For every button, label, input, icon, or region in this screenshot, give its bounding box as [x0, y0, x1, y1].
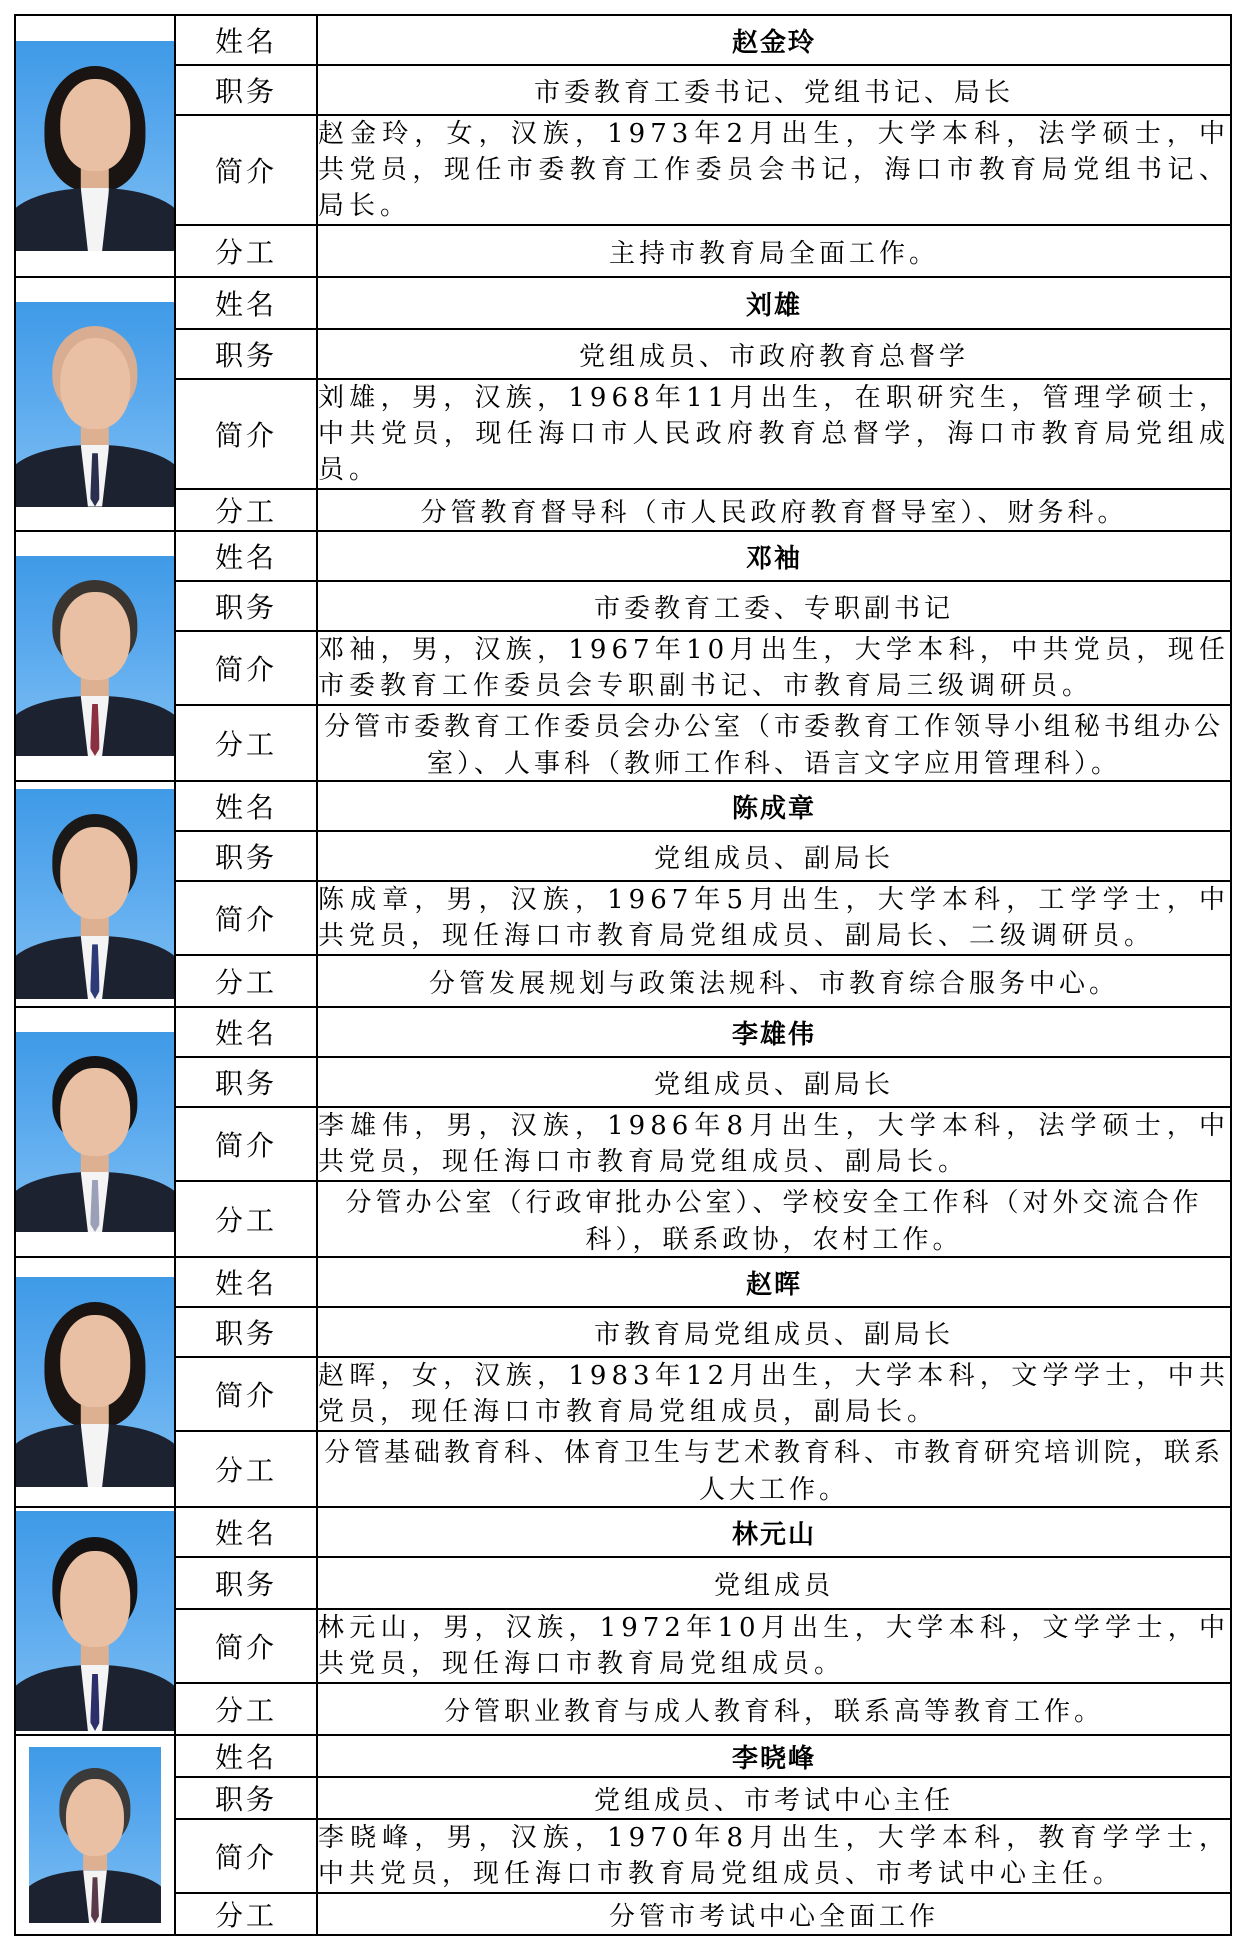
field-value-bio: 赵金玲，女，汉族，1973年2月出生，大学本科，法学硕士，中共党员，现任市委教育工作委员会书记，海口市教育局党组书记、局长。 [317, 115, 1231, 225]
field-label-name: 姓名 [175, 1735, 317, 1777]
official-row-position [15, 65, 1231, 115]
field-value-bio: 陈成章，男，汉族，1967年5月出生，大学本科，工学学士，中共党员，现任海口市教育局党组成员、副局长、二级调研员。 [317, 881, 1231, 955]
photo-cell [15, 1735, 175, 1935]
field-label-name: 姓名 [175, 15, 317, 65]
field-label-name: 姓名 [175, 1007, 317, 1057]
field-label-name: 姓名 [175, 781, 317, 831]
photo-cell [15, 531, 175, 781]
field-value-bio: 刘雄，男，汉族，1968年11月出生，在职研究生，管理学硕士，中共党员，现任海口市人民政府教育总督学，海口市教育局党组成员。 [317, 379, 1231, 489]
official-row-duties [15, 225, 1231, 277]
field-label-duties: 分工 [175, 1683, 317, 1735]
official-row-duties [15, 955, 1231, 1007]
field-label-duties: 分工 [175, 225, 317, 277]
field-label-name: 姓名 [175, 277, 317, 329]
field-label-position: 职务 [175, 1057, 317, 1107]
field-value-position: 市教育局党组成员、副局长 [317, 1307, 1231, 1357]
field-value-bio: 赵晖，女，汉族，1983年12月出生，大学本科，文学学士，中共党员，现任海口市教育局党组成员，副局长。 [317, 1357, 1231, 1431]
field-label-bio: 简介 [175, 881, 317, 955]
photo-cell [15, 1257, 175, 1507]
official-row-position [15, 1057, 1231, 1107]
field-value-duties: 分管职业教育与成人教育科，联系高等教育工作。 [317, 1683, 1231, 1735]
photo-cell [15, 1007, 175, 1257]
official-row-duties [15, 1431, 1231, 1507]
official-row-duties [15, 705, 1231, 781]
portrait-face [60, 1551, 130, 1648]
field-label-position: 职务 [175, 65, 317, 115]
field-value-position: 市委教育工委书记、党组书记、局长 [317, 65, 1231, 115]
portrait-photo [16, 1032, 174, 1232]
portrait-face [60, 592, 130, 680]
official-row-bio [15, 1609, 1231, 1683]
portrait-face [60, 827, 130, 919]
field-value-name: 赵金玲 [317, 15, 1231, 65]
field-value-duties: 分管市委教育工作委员会办公室（市委教育工作领导小组秘书组办公室）、人事科（教师工作科、语言文字应用管理科）。 [317, 705, 1231, 781]
official-row-bio [15, 1357, 1231, 1431]
field-label-position: 职务 [175, 1307, 317, 1357]
field-label-bio: 简介 [175, 1819, 317, 1893]
official-row-name [15, 1007, 1231, 1057]
portrait-photo [16, 1277, 174, 1487]
official-row-position [15, 581, 1231, 631]
official-row-bio [15, 1107, 1231, 1181]
official-row-name [15, 1735, 1231, 1777]
field-label-bio: 简介 [175, 115, 317, 225]
field-label-bio: 简介 [175, 1609, 317, 1683]
photo-cell [15, 15, 175, 277]
field-value-position: 党组成员、市考试中心主任 [317, 1777, 1231, 1819]
official-row-duties [15, 1683, 1231, 1735]
portrait-photo [16, 789, 174, 999]
field-label-position: 职务 [175, 1777, 317, 1819]
field-label-duties: 分工 [175, 955, 317, 1007]
field-label-duties: 分工 [175, 489, 317, 531]
field-label-position: 职务 [175, 329, 317, 379]
field-value-duties: 分管教育督导科（市人民政府教育督导室）、财务科。 [317, 489, 1231, 531]
official-row-name [15, 277, 1231, 329]
field-value-position: 党组成员、市政府教育总督学 [317, 329, 1231, 379]
field-value-bio: 李雄伟，男，汉族，1986年8月出生，大学本科，法学硕士，中共党员，现任海口市教育局党组成员、副局长。 [317, 1107, 1231, 1181]
field-value-name: 李晓峰 [317, 1735, 1231, 1777]
official-row-bio [15, 1819, 1231, 1893]
official-row-position [15, 1557, 1231, 1609]
official-row-bio [15, 631, 1231, 705]
official-row-name [15, 1507, 1231, 1557]
field-label-duties: 分工 [175, 1893, 317, 1935]
field-value-bio: 邓袖，男，汉族，1967年10月出生，大学本科，中共党员，现任市委教育工作委员会专职副书记、市教育局三级调研员。 [317, 631, 1231, 705]
field-label-position: 职务 [175, 1557, 317, 1609]
leadership-table [14, 14, 1232, 1936]
field-value-duties: 分管基础教育科、体育卫生与艺术教育科、市教育研究培训院，联系人大工作。 [317, 1431, 1231, 1507]
field-value-position: 市委教育工委、专职副书记 [317, 581, 1231, 631]
field-label-duties: 分工 [175, 1181, 317, 1257]
field-value-name: 刘雄 [317, 277, 1231, 329]
official-row-duties [15, 489, 1231, 531]
official-row-name [15, 15, 1231, 65]
official-row-position [15, 329, 1231, 379]
field-value-duties: 分管市考试中心全面工作 [317, 1893, 1231, 1935]
field-label-position: 职务 [175, 831, 317, 881]
field-value-position: 党组成员、副局长 [317, 1057, 1231, 1107]
portrait-photo [16, 41, 174, 251]
photo-cell [15, 1507, 175, 1735]
field-value-duties: 分管办公室（行政审批办公室）、学校安全工作科（对外交流合作科），联系政协，农村工作。 [317, 1181, 1231, 1257]
photo-cell [15, 277, 175, 531]
field-label-bio: 简介 [175, 1107, 317, 1181]
field-value-name: 赵晖 [317, 1257, 1231, 1307]
field-label-name: 姓名 [175, 1507, 317, 1557]
field-value-name: 李雄伟 [317, 1007, 1231, 1057]
field-label-bio: 简介 [175, 379, 317, 489]
portrait-face [60, 338, 130, 428]
field-label-bio: 简介 [175, 1357, 317, 1431]
field-value-duties: 主持市教育局全面工作。 [317, 225, 1231, 277]
official-row-position [15, 1307, 1231, 1357]
official-row-duties [15, 1181, 1231, 1257]
field-label-position: 职务 [175, 581, 317, 631]
field-value-duties: 分管发展规划与政策法规科、市教育综合服务中心。 [317, 955, 1231, 1007]
portrait-face [60, 1068, 130, 1156]
official-row-duties [15, 1893, 1231, 1935]
portrait-photo [29, 1747, 161, 1923]
field-value-bio: 李晓峰，男，汉族，1970年8月出生，大学本科，教育学学士，中共党员，现任海口市教育局党组成员、市考试中心主任。 [317, 1819, 1231, 1893]
portrait-face [60, 1315, 130, 1407]
field-label-name: 姓名 [175, 1257, 317, 1307]
official-row-bio [15, 115, 1231, 225]
portrait-photo [16, 1511, 174, 1731]
official-row-bio [15, 379, 1231, 489]
portrait-face [66, 1779, 124, 1856]
field-label-duties: 分工 [175, 1431, 317, 1507]
field-value-name: 林元山 [317, 1507, 1231, 1557]
official-row-name [15, 781, 1231, 831]
field-value-position: 党组成员 [317, 1557, 1231, 1609]
portrait-photo [16, 302, 174, 507]
field-value-name: 邓袖 [317, 531, 1231, 581]
official-row-name [15, 1257, 1231, 1307]
official-row-bio [15, 881, 1231, 955]
field-label-duties: 分工 [175, 705, 317, 781]
official-row-name [15, 531, 1231, 581]
field-value-bio: 林元山，男，汉族，1972年10月出生，大学本科，文学学士，中共党员，现任海口市教育局党组成员。 [317, 1609, 1231, 1683]
portrait-photo [16, 556, 174, 756]
portrait-face [60, 79, 130, 171]
photo-cell [15, 781, 175, 1007]
official-row-position [15, 831, 1231, 881]
field-value-position: 党组成员、副局长 [317, 831, 1231, 881]
field-label-bio: 简介 [175, 631, 317, 705]
official-row-position [15, 1777, 1231, 1819]
field-value-name: 陈成章 [317, 781, 1231, 831]
field-label-name: 姓名 [175, 531, 317, 581]
